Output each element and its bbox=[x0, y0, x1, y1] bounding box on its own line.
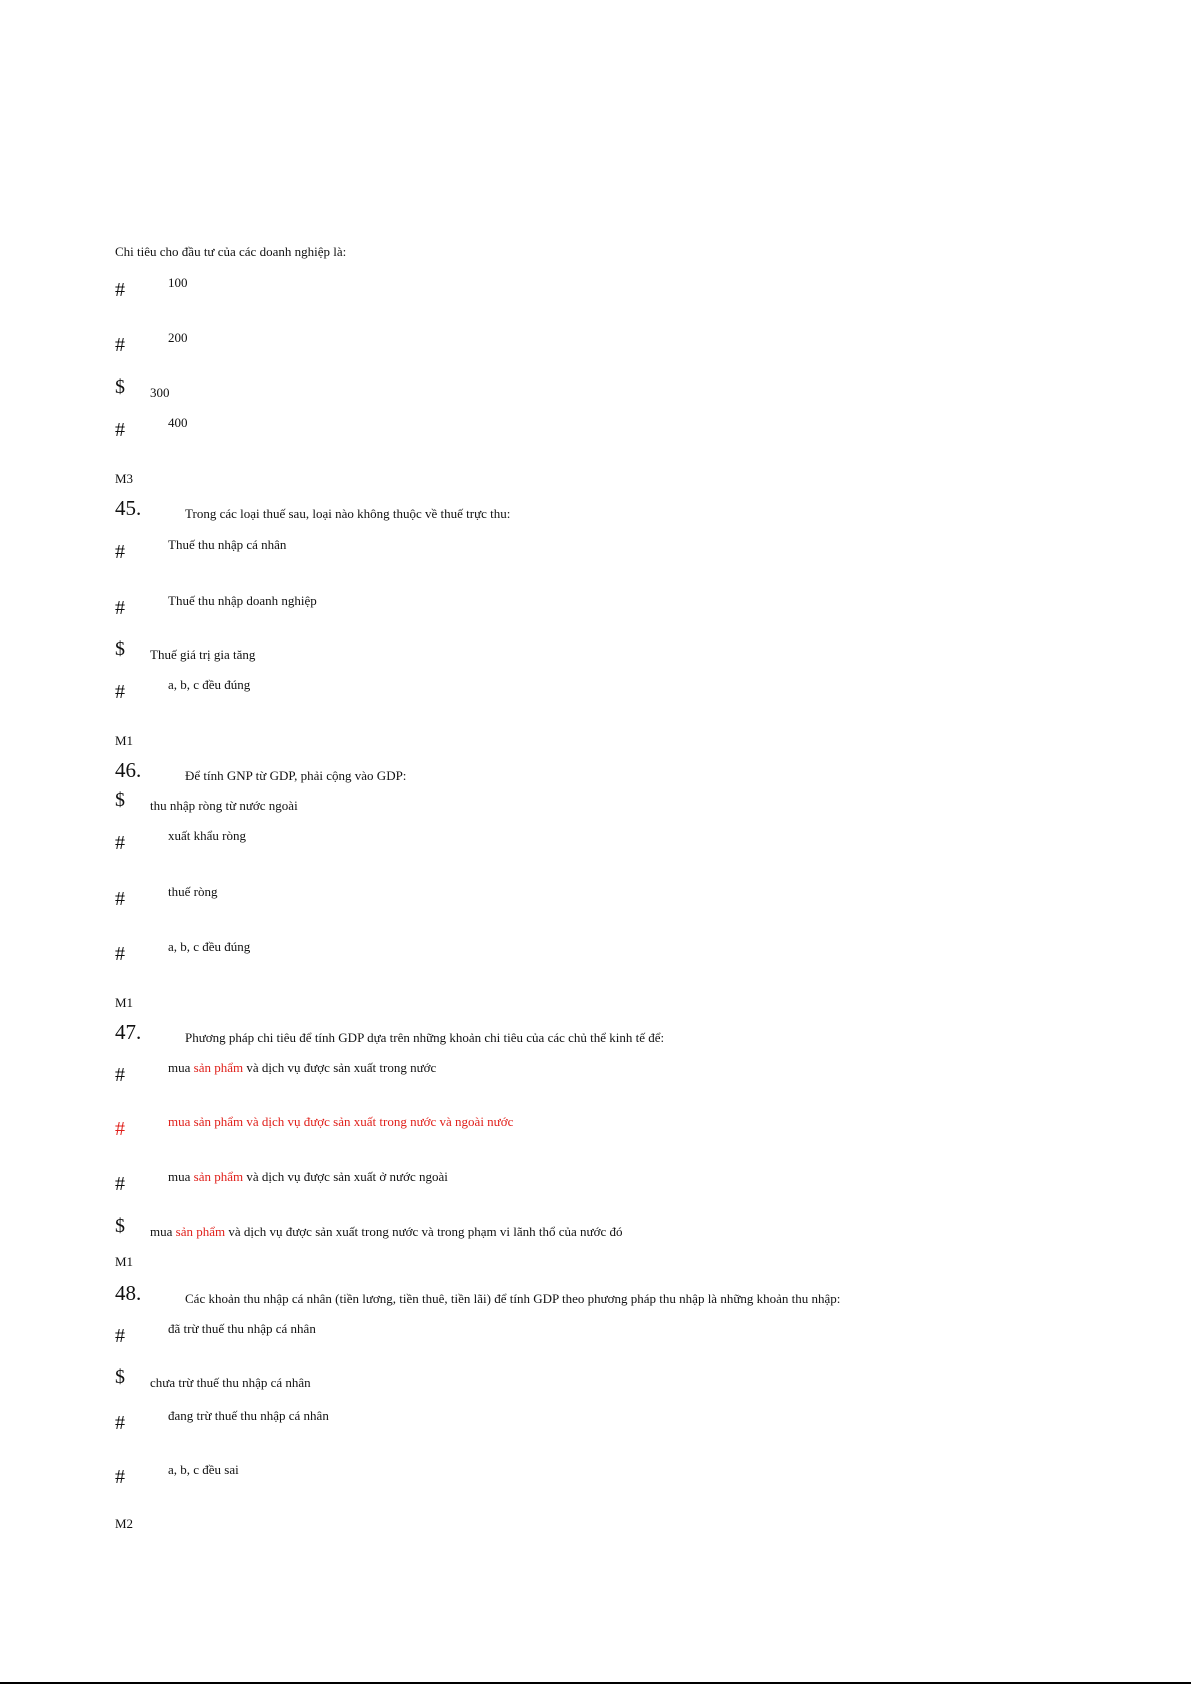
option-text-part: và dịch vụ được sản xuất ở nước ngoài bbox=[243, 1169, 448, 1184]
question-text: Phương pháp chi tiêu để tính GDP dựa trên những khoản chi tiêu của các chủ thể kinh tế để: bbox=[185, 1030, 665, 1045]
option-text: 100 bbox=[168, 275, 188, 290]
option-symbol: # bbox=[115, 334, 125, 356]
option-text: Thuế thu nhập cá nhân bbox=[168, 537, 287, 552]
question-number: 48. bbox=[115, 1281, 142, 1305]
option-symbol: # bbox=[115, 1325, 125, 1347]
option-symbol: $ bbox=[115, 1366, 125, 1388]
difficulty-level: M2 bbox=[115, 1516, 134, 1531]
option-text-part: và dịch vụ được sản xuất trong nước và trong phạm vi lãnh thổ của nước đó bbox=[225, 1224, 623, 1239]
option-symbol: # bbox=[115, 1064, 125, 1086]
option-symbol: # bbox=[115, 832, 125, 854]
option-symbol: # bbox=[115, 597, 125, 619]
question-text: Chi tiêu cho đầu tư của các doanh nghiệp là: bbox=[115, 244, 347, 259]
option-symbol: $ bbox=[115, 789, 125, 811]
option-symbol: # bbox=[115, 888, 125, 910]
option-text: 200 bbox=[168, 330, 188, 345]
question-number: 46. bbox=[115, 758, 142, 782]
option-symbol: $ bbox=[115, 376, 125, 398]
option-text: Thuế thu nhập doanh nghiệp bbox=[168, 593, 317, 608]
difficulty-level: M1 bbox=[115, 995, 134, 1010]
option-text-part: mua bbox=[168, 1060, 194, 1075]
option-text: xuất khẩu ròng bbox=[168, 828, 246, 843]
option-symbol: $ bbox=[115, 638, 125, 660]
option-text-part: mua bbox=[168, 1169, 194, 1184]
option-text: 400 bbox=[168, 415, 188, 430]
option-symbol: # bbox=[115, 681, 125, 703]
difficulty-level: M1 bbox=[115, 733, 134, 748]
highlighted-term: sản phẩm bbox=[193, 1169, 244, 1184]
option-text: a, b, c đều đúng bbox=[168, 939, 251, 954]
option-text: 300 bbox=[150, 385, 170, 400]
option-symbol: # bbox=[115, 541, 125, 563]
question-text: Các khoản thu nhập cá nhân (tiền lương, tiền thuê, tiền lãi) để tính GDP theo phương pháp thu nhập là những khoản thu nhập: bbox=[185, 1291, 841, 1306]
option-text: đã trừ thuế thu nhập cá nhân bbox=[168, 1321, 316, 1336]
option-text: chưa trừ thuế thu nhập cá nhân bbox=[150, 1375, 311, 1390]
option-text bbox=[168, 1169, 448, 1185]
option-text: Thuế giá trị gia tăng bbox=[150, 647, 256, 662]
page-bottom-rule bbox=[0, 1682, 1191, 1684]
option-text: đang trừ thuế thu nhập cá nhân bbox=[168, 1408, 329, 1423]
option-symbol: # bbox=[115, 1466, 125, 1488]
option-symbol: # bbox=[115, 419, 125, 441]
option-text: a, b, c đều đúng bbox=[168, 677, 251, 692]
option-text bbox=[150, 1224, 622, 1240]
option-text: a, b, c đều sai bbox=[168, 1462, 239, 1477]
difficulty-level: M1 bbox=[115, 1254, 134, 1269]
difficulty-level: M3 bbox=[115, 471, 134, 486]
option-symbol: # bbox=[115, 279, 125, 301]
option-symbol: # bbox=[115, 1118, 125, 1140]
question-number: 45. bbox=[115, 496, 142, 520]
option-text: thu nhập ròng từ nước ngoài bbox=[150, 798, 298, 813]
question-number: 47. bbox=[115, 1020, 142, 1044]
option-text: thuế ròng bbox=[168, 884, 218, 899]
option-text-part: và dịch vụ được sản xuất trong nước bbox=[243, 1060, 437, 1075]
option-symbol: $ bbox=[115, 1215, 125, 1237]
option-text-part: mua bbox=[150, 1224, 176, 1239]
question-text: Trong các loại thuế sau, loại nào không thuộc về thuế trực thu: bbox=[185, 506, 511, 521]
option-text bbox=[168, 1060, 436, 1076]
option-text: mua sản phẩm và dịch vụ được sản xuất trong nước và ngoài nước bbox=[168, 1114, 514, 1129]
question-text: Để tính GNP từ GDP, phải cộng vào GDP: bbox=[185, 768, 407, 783]
highlighted-term: sản phẩm bbox=[175, 1224, 226, 1239]
highlighted-term: sản phẩm bbox=[193, 1060, 244, 1075]
option-symbol: # bbox=[115, 1173, 125, 1195]
option-symbol: # bbox=[115, 943, 125, 965]
option-symbol: # bbox=[115, 1412, 125, 1434]
